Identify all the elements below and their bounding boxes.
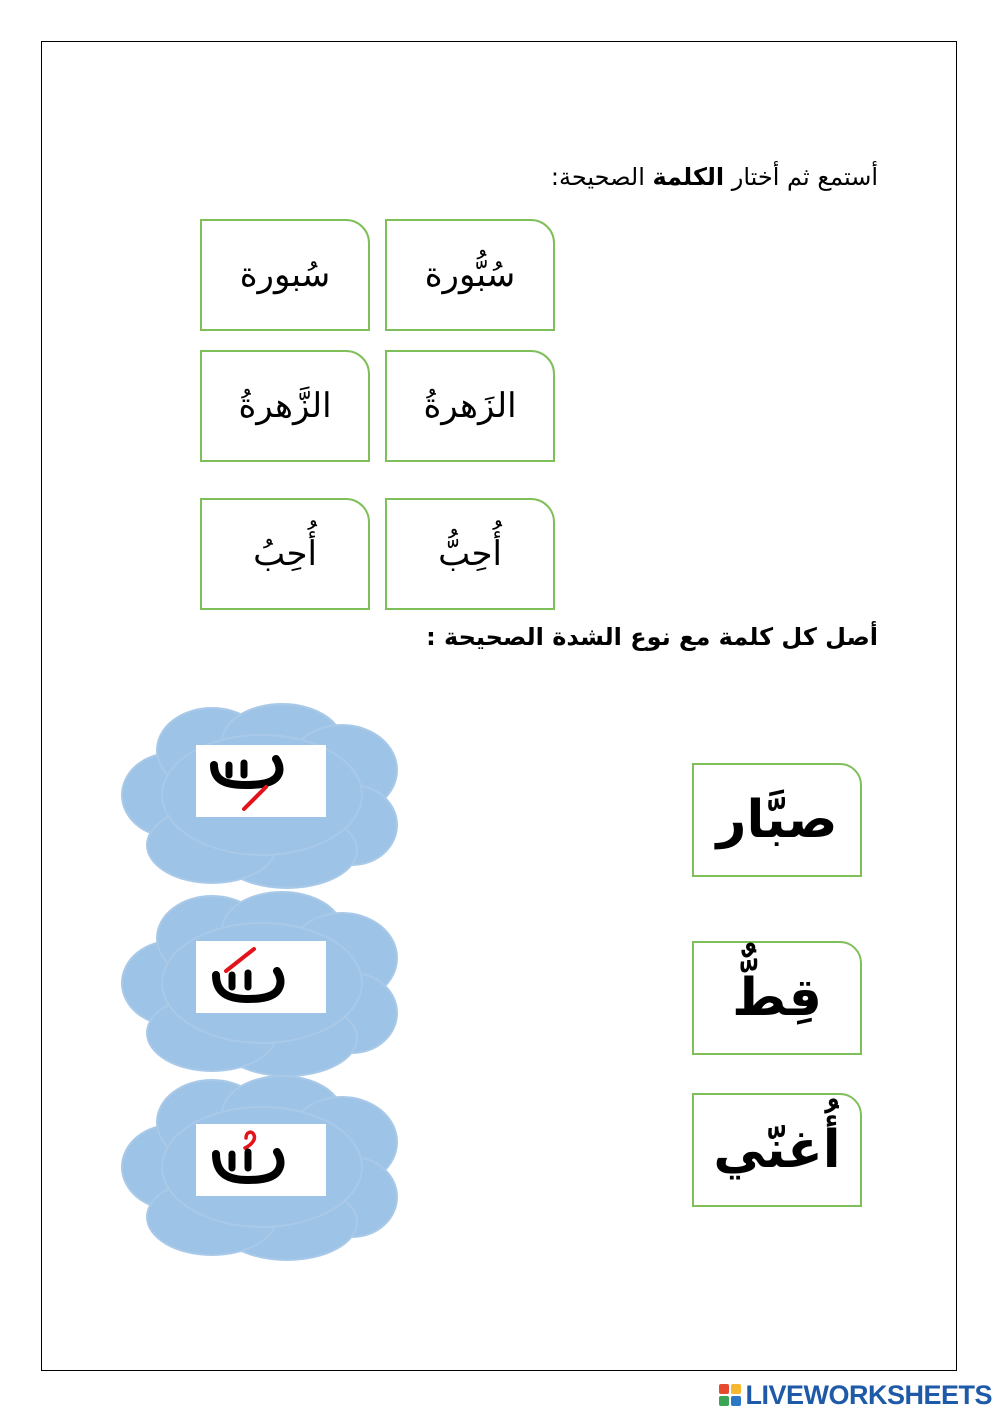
match-word-card[interactable] [692,1093,862,1207]
match-word-card[interactable] [692,763,862,877]
shadda-fatha-sign-icon [196,941,296,1009]
shadda-cloud-fatha[interactable] [117,888,407,1078]
instruction-bold-word: الكلمة [652,163,725,191]
word-choice-label: سُبُّورة [424,255,516,295]
match-word-label: قِطٌّ [732,968,822,1028]
word-choice-label: الزَهرةُ [423,386,517,426]
match-word-label: صبَّار [716,790,838,850]
liveworksheets-brand [719,1378,992,1412]
liveworksheets-logo-icon [719,1384,741,1406]
shadda-damma-sign-icon [196,1124,296,1192]
instruction-match-shadda: أصل كل كلمة مع نوع الشدة الصحيحة : [426,623,878,651]
match-word-label: أُغنّي [713,1120,841,1180]
word-choice-card[interactable] [385,219,555,331]
instruction-text-end: الصحيحة: [550,163,653,191]
word-choice-card[interactable] [200,350,370,462]
instruction-text: أستمع ثم أختار [724,163,878,191]
word-choice-card[interactable] [385,498,555,610]
shadda-cloud-damma[interactable] [117,1072,407,1262]
word-choice-label: أُحِبُّ [438,534,502,574]
instruction-choose-word [551,163,878,191]
brand-name: LIVEWORKSHEETS [745,1379,992,1410]
shadda-sign-box [196,941,326,1013]
word-choice-label: سُبورة [239,255,331,295]
word-choice-card[interactable] [200,219,370,331]
match-word-card[interactable] [692,941,862,1055]
word-choice-label: أُحِبُ [253,534,317,574]
word-choice-card[interactable] [200,498,370,610]
shadda-sign-box [196,1124,326,1196]
shadda-cloud-kasra[interactable] [117,700,407,890]
shadda-sign-box [196,745,326,817]
word-choice-card[interactable] [385,350,555,462]
shadda-kasra-sign-icon [196,745,296,813]
word-choice-label: الزَّهرةُ [238,386,332,426]
